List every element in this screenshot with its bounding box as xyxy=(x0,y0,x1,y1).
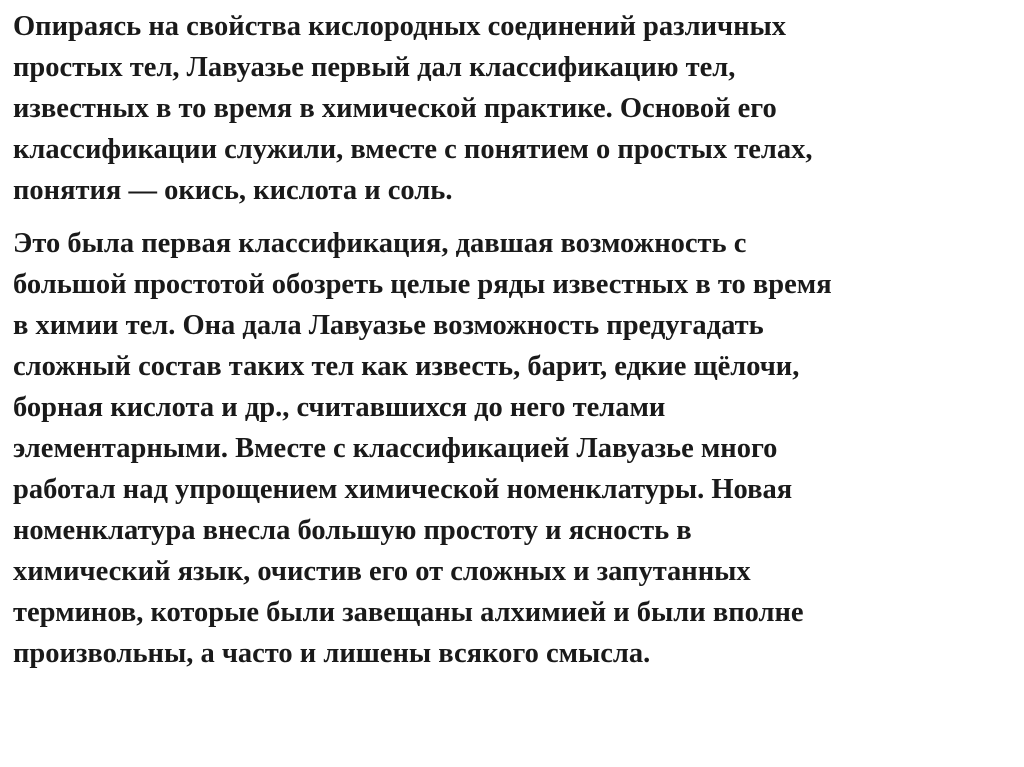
paragraph-first-classification xyxy=(13,223,1013,674)
text-line: элементарными. Вместе с классификацией Лавуазье много xyxy=(13,433,778,464)
text-line: произвольны, а часто и лишены всякого смысла. xyxy=(13,638,651,669)
text-line: большой простотой обозреть целые ряды известных в то время xyxy=(13,269,832,300)
text-line: Опираясь на свойства кислородных соединений различных xyxy=(13,11,787,42)
paragraph-classification-basis xyxy=(13,6,1013,211)
text-line: работал над упрощением химической номенклатуры. Новая xyxy=(13,474,793,505)
text-line: химический язык, очистив его от сложных и запутанных xyxy=(13,556,751,587)
text-line: Это была первая классификация, давшая возможность с xyxy=(13,228,747,259)
text-line: в химии тел. Она дала Лавуазье возможность предугадать xyxy=(13,310,764,341)
text-line: сложный состав таких тел как известь, барит, едкие щёлочи, xyxy=(13,351,800,382)
text-line: понятия — окись, кислота и соль. xyxy=(13,175,453,206)
text-line: простых тел, Лавуазье первый дал классификацию тел, xyxy=(13,52,736,83)
text-line: известных в то время в химической практике. Основой его xyxy=(13,93,777,124)
text-line: борная кислота и др., считавшихся до него телами xyxy=(13,392,666,423)
text-line: классификации служили, вместе с понятием о простых телах, xyxy=(13,134,813,165)
slide-text-body xyxy=(13,6,1013,674)
text-line: терминов, которые были завещаны алхимией и были вполне xyxy=(13,597,804,628)
text-line: номенклатура внесла большую простоту и ясность в xyxy=(13,515,692,546)
